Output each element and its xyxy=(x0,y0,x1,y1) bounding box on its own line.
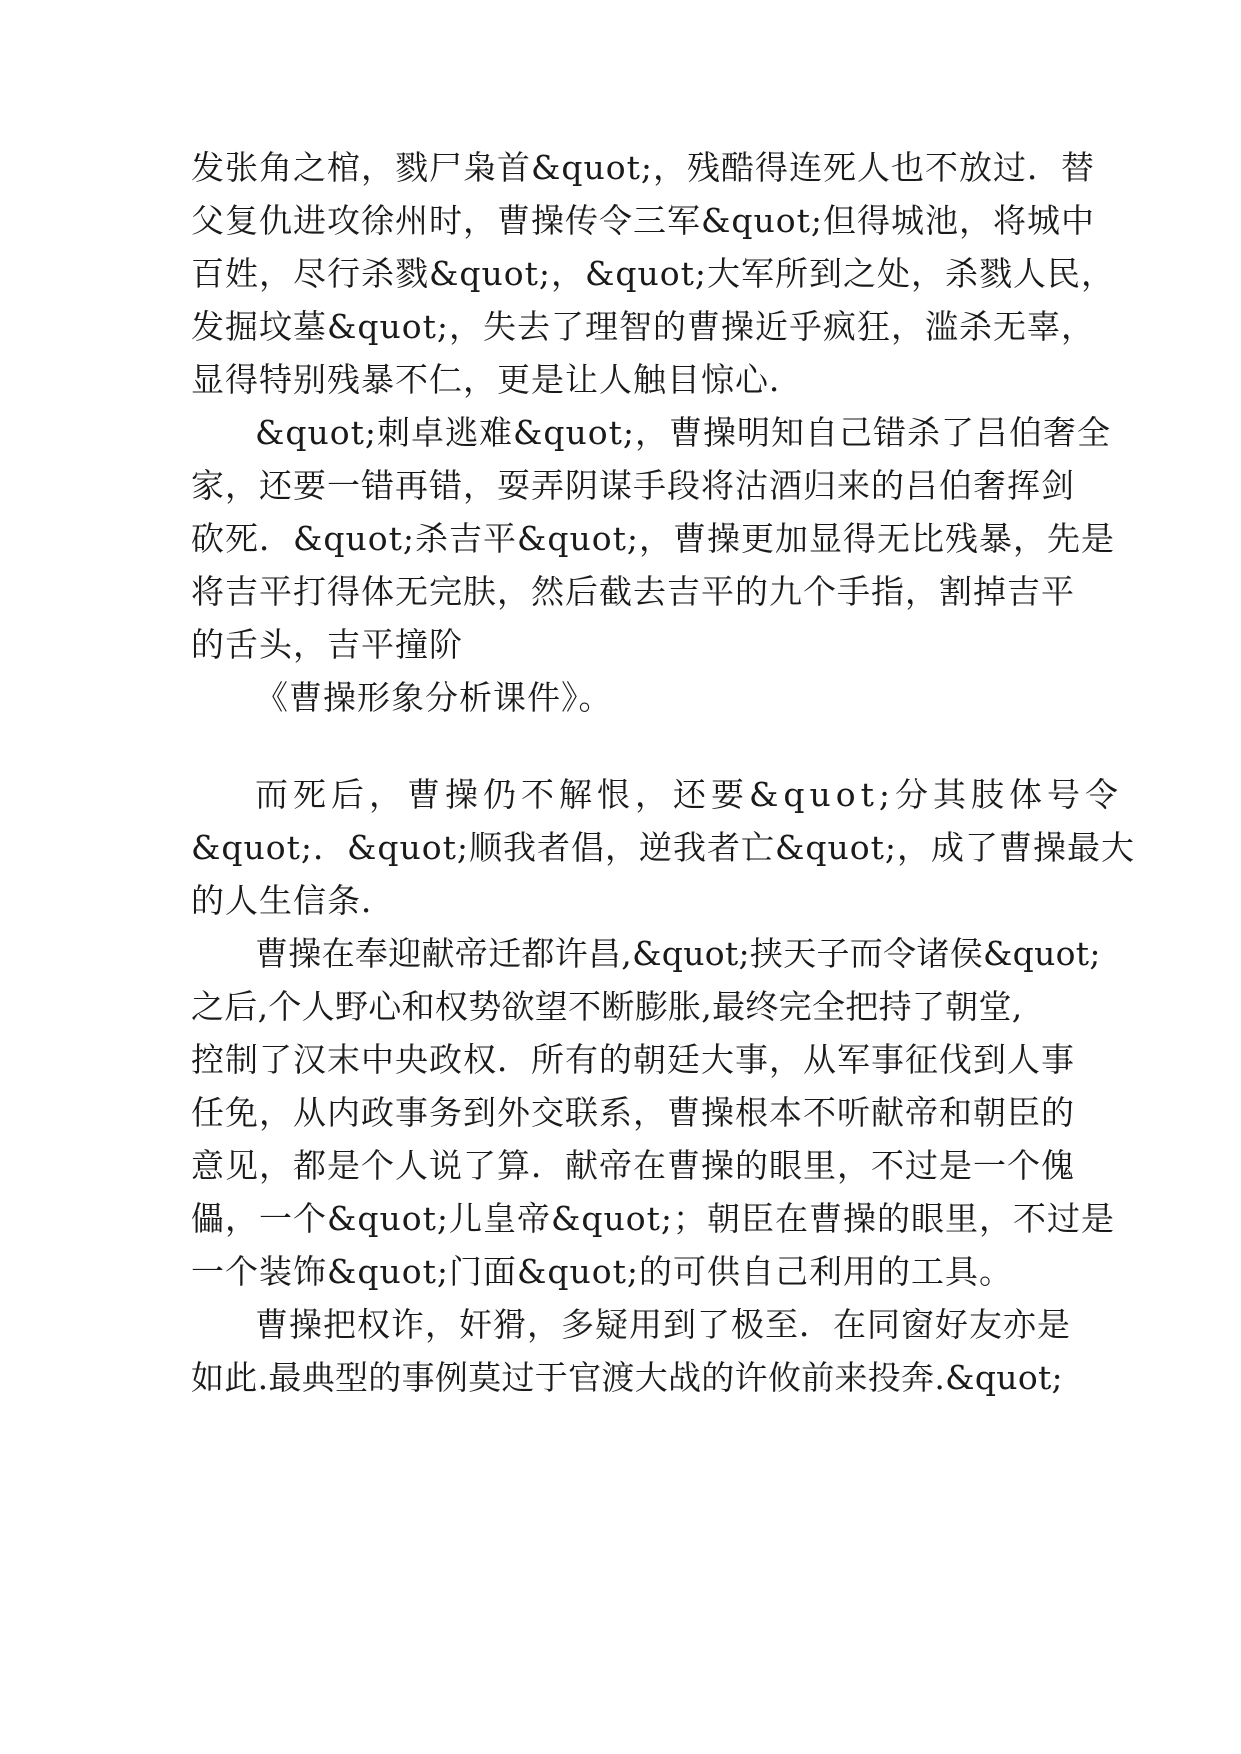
text-line: &quot;．&quot;顺我者倡，逆我者亡&quot;，成了曹操最大 xyxy=(191,828,1135,867)
text-line: 的人生信条． xyxy=(191,881,395,920)
text-line: 发掘坟墓&quot;，失去了理智的曹操近乎疯狂，滥杀无辜， xyxy=(191,307,1095,346)
document-title-reference: 《曹操形象分析课件》。 xyxy=(255,678,613,717)
text-line: 将吉平打得体无完肤，然后截去吉平的九个手指，割掉吉平 xyxy=(191,572,1075,611)
text-line: 家，还要一错再错，耍弄阴谋手段将沽酒归来的吕伯奢挥剑 xyxy=(191,466,1075,505)
paragraph-first-line: 曹操把权诈，奸猾，多疑用到了极至．在同窗好友亦是 xyxy=(255,1305,1071,1344)
text-line: 砍死．&quot;杀吉平&quot;，曹操更加显得无比残暴，先是 xyxy=(191,519,1115,558)
text-line: 任免，从内政事务到外交联系，曹操根本不听献帝和朝臣的 xyxy=(191,1093,1075,1132)
paragraph-first-line: 曹操在奉迎献帝迁都许昌,&quot;挟天子而令诸侯&quot; xyxy=(255,934,1101,973)
text-line: 儡，一个&quot;儿皇帝&quot;；朝臣在曹操的眼里，不过是 xyxy=(191,1199,1115,1238)
text-line: 百姓，尽行杀戮&quot;，&quot;大军所到之处，杀戮人民， xyxy=(191,254,1115,293)
text-line: 一个装饰&quot;门面&quot;的可供自己利用的工具。 xyxy=(191,1252,1013,1291)
text-line: 的舌头，吉平撞阶 xyxy=(191,625,463,664)
paragraph-first-line: &quot;刺卓逃难&quot;，曹操明知自己错杀了吕伯奢全 xyxy=(255,413,1111,452)
text-line: 如此.最典型的事例莫过于官渡大战的许攸前来投奔.&quot; xyxy=(191,1358,1063,1397)
text-line: 父复仇进攻徐州时，曹操传令三军&quot;但得城池，将城中 xyxy=(191,201,1095,240)
text-line: 意见，都是个人说了算．献帝在曹操的眼里，不过是一个傀 xyxy=(191,1146,1075,1185)
text-line: 控制了汉末中央政权．所有的朝廷大事，从军事征伐到人事 xyxy=(191,1040,1075,1079)
text-line: 发张角之棺，戮尸枭首&quot;，残酷得连死人也不放过．替 xyxy=(191,148,1095,187)
text-line: 之后,个人野心和权势欲望不断膨胀,最终完全把持了朝堂, xyxy=(191,987,1023,1026)
text-line: 显得特别残暴不仁，更是让人触目惊心． xyxy=(191,360,803,399)
paragraph-first-line: 而死后，曹操仍不解恨，还要&quot;分其肢体号令 xyxy=(255,775,1123,814)
